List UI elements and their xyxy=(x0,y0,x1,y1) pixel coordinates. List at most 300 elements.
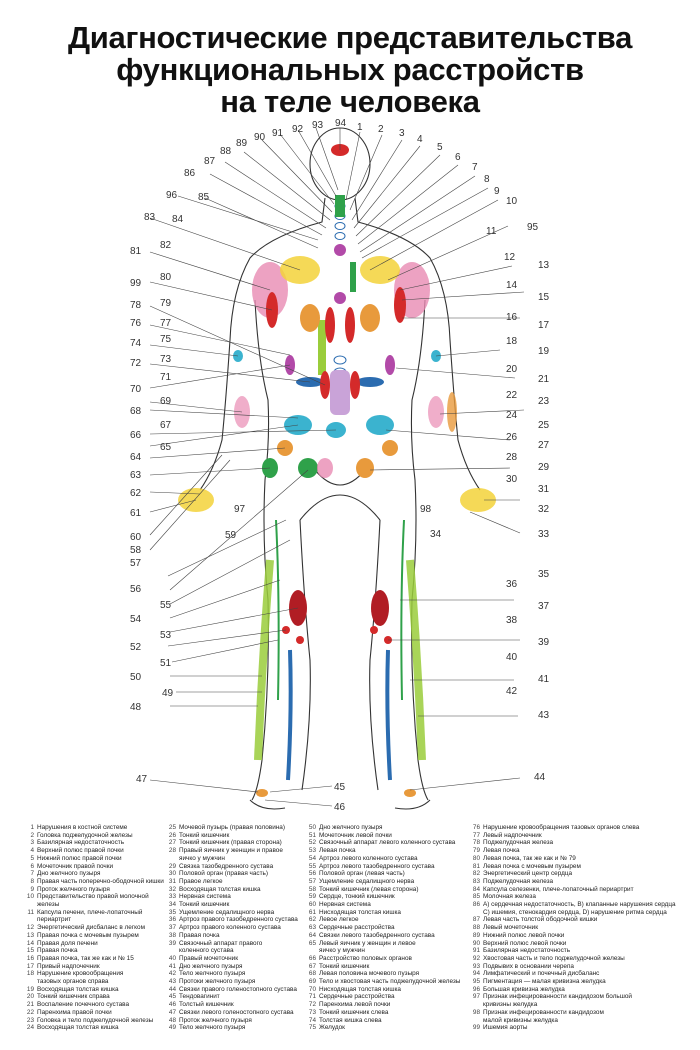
legend-item-number: 63 xyxy=(308,924,316,932)
legend-item-text: Тело желчного пузыря xyxy=(179,1024,246,1032)
svg-text:23: 23 xyxy=(538,396,550,407)
legend-item xyxy=(466,1009,676,1017)
legend-item-number: 20 xyxy=(26,993,34,1001)
svg-text:34: 34 xyxy=(430,529,442,540)
zone-knee-right-spot-1 xyxy=(370,626,378,634)
legend-item xyxy=(162,901,298,909)
legend-item-number: 95 xyxy=(472,978,480,986)
svg-text:91: 91 xyxy=(272,128,284,139)
legend-item-text: Большая кривизна желудка xyxy=(483,985,565,993)
legend-item xyxy=(302,878,460,886)
svg-text:80: 80 xyxy=(160,272,172,283)
legend-item-number: 89 xyxy=(472,931,480,939)
legend-item-text: Базилярная недостаточность xyxy=(37,839,125,847)
legend-item-number: 84 xyxy=(472,885,480,893)
svg-text:72: 72 xyxy=(130,358,142,369)
zone-right-back-orange xyxy=(360,304,380,332)
svg-text:40: 40 xyxy=(506,652,518,663)
legend-item xyxy=(466,970,676,978)
svg-text:64: 64 xyxy=(130,452,142,463)
legend-item-text: Тело и хвостовая часть поджелудочной железы xyxy=(319,978,461,986)
legend-item-text: Поджелудочная железа xyxy=(483,839,554,847)
legend-item xyxy=(162,870,298,878)
zone-right-flank-purple xyxy=(385,355,395,375)
legend-item-number: 77 xyxy=(472,831,480,839)
svg-text:93: 93 xyxy=(312,120,324,131)
zone-ankle-left-orange xyxy=(256,789,268,797)
svg-text:9: 9 xyxy=(494,186,500,197)
zone-lumbar-right-red xyxy=(350,371,360,399)
svg-text:22: 22 xyxy=(506,390,518,401)
legend-item-number xyxy=(466,909,483,917)
svg-text:81: 81 xyxy=(130,246,142,257)
svg-text:88: 88 xyxy=(220,146,232,157)
svg-text:20: 20 xyxy=(506,364,518,375)
legend-item-number: 65 xyxy=(308,939,316,947)
legend-item-text: Левая часть толстой ободочной кишки xyxy=(483,916,598,924)
svg-text:60: 60 xyxy=(130,532,142,543)
zone-right-glute-pink xyxy=(317,458,333,478)
legend-item-number: 99 xyxy=(472,1024,480,1032)
legend-item-number: 7 xyxy=(30,870,34,878)
legend-item-text: Связочный аппарат левого коленного сустава xyxy=(319,839,456,847)
legend-item-number xyxy=(302,947,319,955)
legend-item-number: 48 xyxy=(168,1016,176,1024)
legend-item-text: Артроз правого коленного сустава xyxy=(179,924,281,932)
svg-text:35: 35 xyxy=(538,569,550,580)
zone-right-calf-blue xyxy=(387,650,390,780)
legend-item-number: 91 xyxy=(472,947,480,955)
legend-item xyxy=(20,878,164,886)
legend-item xyxy=(302,1001,460,1009)
legend-column-2 xyxy=(162,824,298,1032)
legend-item xyxy=(20,893,164,901)
legend-item-number: 2 xyxy=(30,831,34,839)
legend-item xyxy=(20,847,164,855)
legend-item-text: Дно желчного пузыря xyxy=(37,870,101,878)
legend-item xyxy=(466,893,676,901)
legend-item xyxy=(162,986,298,994)
legend-item-text: Нижний полюс левой почки xyxy=(483,931,565,939)
legend-item-text: Сердечные расстройства xyxy=(319,993,395,1001)
svg-text:19: 19 xyxy=(538,346,550,357)
legend-item-number: 45 xyxy=(168,993,176,1001)
zone-ankle-right-orange xyxy=(404,789,416,797)
legend-item-number: 75 xyxy=(308,1024,316,1032)
legend-item-text: Энергетический дисбаланс в легком xyxy=(37,924,145,932)
legend-item-text: Верхний полюс левой почки xyxy=(483,939,567,947)
zone-lower-right-blue xyxy=(356,377,384,387)
legend-item-text: Желудок xyxy=(319,1024,345,1032)
legend-item-text: периартрит xyxy=(37,916,72,924)
svg-text:86: 86 xyxy=(184,168,196,179)
svg-text:39: 39 xyxy=(538,637,550,648)
legend-item-text: Признак инфецированности кандидозом xyxy=(483,1008,604,1016)
legend-item xyxy=(20,932,164,940)
legend-item-text: малой кривизны желудка xyxy=(483,1016,558,1024)
legend-item-number: 32 xyxy=(168,885,176,893)
legend-item-text: Проток желчного пузыря xyxy=(37,885,110,893)
svg-text:58: 58 xyxy=(130,545,142,556)
legend-item-number: 88 xyxy=(472,924,480,932)
legend-item xyxy=(20,940,164,948)
svg-text:50: 50 xyxy=(130,672,142,683)
svg-text:16: 16 xyxy=(506,312,518,323)
legend-item xyxy=(20,1017,164,1025)
legend-item xyxy=(302,940,460,948)
zone-left-back-orange xyxy=(300,304,320,332)
legend-item-text: Толстая кишка слева xyxy=(319,1016,382,1024)
legend-item xyxy=(302,955,460,963)
legend-item xyxy=(466,993,676,1001)
legend-item-number: 31 xyxy=(168,877,176,885)
legend-item-text: Левый яичник у женщин и левое xyxy=(319,939,416,947)
legend-item xyxy=(466,832,676,840)
legend-item xyxy=(302,916,460,924)
legend-item xyxy=(466,886,676,894)
legend-item xyxy=(20,955,164,963)
legend-item-number: 74 xyxy=(308,1016,316,1024)
zone-left-glute-green xyxy=(298,458,318,478)
legend-item-text: Нижний полюс правой почки xyxy=(37,854,122,862)
legend-item-number: 55 xyxy=(308,862,316,870)
svg-text:90: 90 xyxy=(254,132,266,143)
legend-item-text: Нервная система xyxy=(179,893,231,901)
legend-item-number: 42 xyxy=(168,970,176,978)
legend-item-text: Сердце, тонкий кишечник xyxy=(319,893,395,901)
legend-item xyxy=(20,855,164,863)
legend-item-number: 52 xyxy=(308,839,316,847)
legend-item-number: 87 xyxy=(472,916,480,924)
svg-text:7: 7 xyxy=(472,162,478,173)
legend-item xyxy=(466,878,676,886)
legend-item-text: Ущемление седалищного нерва xyxy=(319,877,415,885)
legend-item xyxy=(302,824,460,832)
legend-item xyxy=(20,947,164,955)
legend-item-number: 18 xyxy=(26,970,34,978)
legend-item xyxy=(162,1009,298,1017)
svg-text:6: 6 xyxy=(455,152,461,163)
legend-item-text: Подвывих в основании черепа xyxy=(483,962,574,970)
legend-item-number: 4 xyxy=(30,847,34,855)
svg-text:41: 41 xyxy=(538,674,550,685)
legend-item-number: 46 xyxy=(168,1001,176,1009)
legend-item xyxy=(466,940,676,948)
svg-text:46: 46 xyxy=(334,802,346,813)
legend-item xyxy=(466,978,676,986)
legend-item xyxy=(466,1001,676,1009)
svg-text:55: 55 xyxy=(160,600,172,611)
legend-item-number: 82 xyxy=(472,870,480,878)
legend-item xyxy=(302,963,460,971)
legend-item xyxy=(162,932,298,940)
svg-text:69: 69 xyxy=(160,396,172,407)
legend-item-number: 12 xyxy=(26,924,34,932)
legend-item-number: 40 xyxy=(168,954,176,962)
legend-item xyxy=(20,863,164,871)
zone-right-kidney-red xyxy=(394,287,406,323)
legend-item-number xyxy=(162,947,179,955)
legend-item xyxy=(302,909,460,917)
svg-text:54: 54 xyxy=(130,614,142,625)
legend-item-text: Нисходящая толстая кишка xyxy=(319,985,401,993)
legend-item-number: 8 xyxy=(30,877,34,885)
svg-text:62: 62 xyxy=(130,488,142,499)
legend-item xyxy=(162,970,298,978)
legend-item-text: Энергетический центр сердца xyxy=(483,870,573,878)
legend-item-number: 28 xyxy=(168,847,176,855)
legend-item-number: 83 xyxy=(472,877,480,885)
legend-item xyxy=(302,1009,460,1017)
legend-item xyxy=(20,832,164,840)
legend-item-text: Артроз левого тазобедренного сустава xyxy=(319,862,435,870)
svg-text:92: 92 xyxy=(292,124,304,135)
legend-item xyxy=(302,847,460,855)
legend-item xyxy=(162,924,298,932)
legend-item-text: Тонкий кишечник xyxy=(319,962,370,970)
svg-text:49: 49 xyxy=(162,688,174,699)
legend-item-number xyxy=(20,978,37,986)
legend-item-number: 9 xyxy=(30,885,34,893)
legend-item-text: тазовых органов справа xyxy=(37,978,109,986)
legend-item xyxy=(20,1001,164,1009)
svg-text:48: 48 xyxy=(130,702,142,713)
legend-item xyxy=(466,855,676,863)
svg-text:70: 70 xyxy=(130,384,142,395)
svg-text:89: 89 xyxy=(236,138,248,149)
legend-item-text: Дно желчного пузыря xyxy=(179,962,243,970)
legend-item-number: 13 xyxy=(26,931,34,939)
legend-item-text: Признак инфецированности кандидозом большой xyxy=(483,993,633,1001)
svg-text:1: 1 xyxy=(357,122,363,133)
legend-item-number: 26 xyxy=(168,831,176,839)
svg-text:11: 11 xyxy=(486,226,497,237)
svg-text:56: 56 xyxy=(130,584,142,595)
legend-item xyxy=(162,1024,298,1032)
legend-item-number: 21 xyxy=(26,1001,34,1009)
legend-item-text: Правое легкое xyxy=(179,877,223,885)
legend-item-text: Хвостовая часть и тело поджелудочной железы xyxy=(483,954,625,962)
svg-text:32: 32 xyxy=(538,504,550,515)
legend-item-number: 14 xyxy=(26,939,34,947)
legend-item-text: Левое легкое xyxy=(319,916,359,924)
svg-text:4: 4 xyxy=(417,134,423,145)
legend-item-text: Тонкий кишечник xyxy=(179,831,230,839)
legend-item-text: Воспаление почечного сустава xyxy=(37,1001,130,1009)
legend-item xyxy=(302,870,460,878)
legend-item-number: 37 xyxy=(168,924,176,932)
legend-item-number xyxy=(466,1017,483,1025)
legend-item-number: 90 xyxy=(472,939,480,947)
legend-item-number: 23 xyxy=(26,1016,34,1024)
svg-text:77: 77 xyxy=(160,318,172,329)
legend-item-number: 58 xyxy=(308,885,316,893)
legend-item-text: Молочная железа xyxy=(483,893,536,901)
legend-item-number xyxy=(466,1001,483,1009)
legend-item-text: Тендовагинит xyxy=(179,993,220,1001)
legend-item-number xyxy=(20,901,37,909)
svg-text:84: 84 xyxy=(172,214,184,225)
legend-item-number: 6 xyxy=(30,862,34,870)
legend-item-text: Левая почка xyxy=(319,847,356,855)
legend-item xyxy=(162,978,298,986)
legend-item-number: 41 xyxy=(168,962,176,970)
legend-item-number: 81 xyxy=(472,862,480,870)
legend-item-text: Тонкий кишечник слева xyxy=(319,1008,389,1016)
legend-item-text: яичко у мужчин xyxy=(319,947,365,955)
legend-item xyxy=(20,970,164,978)
legend-item xyxy=(162,847,298,855)
legend-item xyxy=(20,1024,164,1032)
legend-item-text: Артроз правого тазобедренного сустава xyxy=(179,916,298,924)
legend-item xyxy=(20,870,164,878)
legend-item-text: Головка и тело поджелудочной железы xyxy=(37,1016,154,1024)
legend-item-number: 67 xyxy=(308,962,316,970)
legend-item-number: 76 xyxy=(472,824,480,831)
svg-text:66: 66 xyxy=(130,430,142,441)
svg-text:15: 15 xyxy=(538,292,550,303)
svg-text:42: 42 xyxy=(506,686,518,697)
title-line-3: на теле человека xyxy=(220,84,480,119)
zone-right-hip-orange xyxy=(382,440,398,456)
legend-item-text: Левая почка, так же как и № 79 xyxy=(483,854,576,862)
legend-item-text: Расстройство половых органов xyxy=(319,954,412,962)
svg-text:83: 83 xyxy=(144,212,156,223)
svg-text:17: 17 xyxy=(538,320,550,331)
legend-item-text: Связки левого голеностопного сустава xyxy=(179,1008,294,1016)
legend-item xyxy=(466,932,676,940)
legend-item-number: 97 xyxy=(472,993,480,1001)
legend-item-text: Правая часть поперечно-ободочной кишки xyxy=(37,877,164,885)
legend-item xyxy=(302,970,460,978)
svg-text:73: 73 xyxy=(160,354,172,365)
legend-item xyxy=(302,924,460,932)
legend-item xyxy=(162,1001,298,1009)
legend-item xyxy=(20,993,164,1001)
legend-item-text: Верхний полюс правой почки xyxy=(37,847,124,855)
legend-item-text: Восходящая толстая кишка xyxy=(37,985,119,993)
legend-item-number: 64 xyxy=(308,931,316,939)
legend-item-text: Лимфатический и почечный дисбаланс xyxy=(483,970,600,978)
legend-item-text: Связка тазобедренного сустава xyxy=(179,862,274,870)
legend-column-3 xyxy=(302,824,460,1032)
legend-item-number: 22 xyxy=(26,1008,34,1016)
legend-item-text: Ущемление седалищного нерва xyxy=(179,908,275,916)
legend-item-number: 80 xyxy=(472,854,480,862)
legend-item-text: Мочеточник правой почки xyxy=(37,862,114,870)
legend-item-text: Нарушение кровообращения xyxy=(37,970,124,978)
legend-item-text: Проток желчного пузыря xyxy=(179,1016,252,1024)
legend-item-text: Половой орган (левая часть) xyxy=(319,870,405,878)
legend-item-number: 69 xyxy=(308,978,316,986)
legend-item-text: Половой орган (правая часть) xyxy=(179,870,269,878)
legend-item-text: Левая почка с мочевым пузырем xyxy=(483,862,581,870)
legend-item-text: Привый надпочечник xyxy=(37,962,100,970)
legend-item xyxy=(302,978,460,986)
legend-item-number: 16 xyxy=(26,954,34,962)
legend-item-number: 3 xyxy=(30,839,34,847)
legend-item xyxy=(20,924,164,932)
legend-item-number: 24 xyxy=(26,1024,34,1032)
svg-text:29: 29 xyxy=(538,462,550,473)
svg-text:71: 71 xyxy=(160,372,172,383)
svg-text:30: 30 xyxy=(506,474,518,485)
legend-item-number: 10 xyxy=(26,893,34,901)
legend-item-number: 53 xyxy=(308,847,316,855)
legend-item xyxy=(302,901,460,909)
legend-item xyxy=(20,901,164,909)
legend-item-number: 71 xyxy=(308,993,316,1001)
svg-text:87: 87 xyxy=(204,156,216,167)
legend-item-text: кривизны желудка xyxy=(483,1001,538,1009)
legend-item-number: 79 xyxy=(472,847,480,855)
legend-item-number: 94 xyxy=(472,970,480,978)
legend-item-number: 50 xyxy=(308,824,316,831)
legend-item-text: Правая почка, так же как и № 15 xyxy=(37,954,134,962)
legend-item-number: 56 xyxy=(308,870,316,878)
zone-right-shin-green xyxy=(401,520,404,700)
legend-item-number: 33 xyxy=(168,893,176,901)
legend-item-number: 60 xyxy=(308,901,316,909)
legend-item-number: 51 xyxy=(308,831,316,839)
legend-item-text: яичко у мужчин xyxy=(179,854,225,862)
svg-text:85: 85 xyxy=(198,192,210,203)
legend-item-number: 57 xyxy=(308,877,316,885)
zone-right-back-red xyxy=(345,307,355,343)
legend-item-number xyxy=(162,855,179,863)
svg-text:10: 10 xyxy=(506,196,518,207)
legend-item-text: Правый мочеточник xyxy=(179,954,239,962)
body-outline xyxy=(200,128,480,809)
legend-item xyxy=(162,963,298,971)
svg-text:21: 21 xyxy=(538,374,550,385)
legend-item-number: 5 xyxy=(30,854,34,862)
svg-text:98: 98 xyxy=(420,504,432,515)
legend-item xyxy=(162,947,298,955)
zone-sacrum-lilac xyxy=(330,370,350,415)
zone-right-glute-cyan xyxy=(366,415,394,435)
legend-item xyxy=(162,878,298,886)
zone-spine-light-green xyxy=(318,320,326,375)
legend-item-text: Тонкий кишечник (правая сторона) xyxy=(179,839,282,847)
zone-neck-green xyxy=(335,195,345,217)
legend-item-number: 30 xyxy=(168,870,176,878)
svg-text:57: 57 xyxy=(130,558,142,569)
legend-item xyxy=(466,839,676,847)
legend-item xyxy=(466,824,676,832)
zone-right-spine-green xyxy=(350,262,356,292)
legend-item-text: Нисходящая толстая кишка xyxy=(319,908,401,916)
zone-forearm-right-brown xyxy=(447,392,457,432)
legend-item-text: Нервная система xyxy=(319,901,371,909)
svg-text:75: 75 xyxy=(160,334,172,345)
legend-item-number: 92 xyxy=(472,954,480,962)
legend-item xyxy=(20,824,164,832)
legend-item-number: 98 xyxy=(472,1008,480,1016)
legend-item-number: 44 xyxy=(168,985,176,993)
legend-item-text: Правая почка с мочевым пузырем xyxy=(37,931,139,939)
svg-text:37: 37 xyxy=(538,601,550,612)
legend-item-number: 25 xyxy=(168,824,176,831)
svg-text:68: 68 xyxy=(130,406,142,417)
legend-item-number: 19 xyxy=(26,985,34,993)
legend-item-text: Связочный аппарат правого xyxy=(179,939,263,947)
legend-item-number: 85 xyxy=(472,893,480,901)
svg-text:31: 31 xyxy=(538,484,550,495)
legend-item xyxy=(162,893,298,901)
svg-text:28: 28 xyxy=(506,452,518,463)
legend-item xyxy=(20,916,164,924)
